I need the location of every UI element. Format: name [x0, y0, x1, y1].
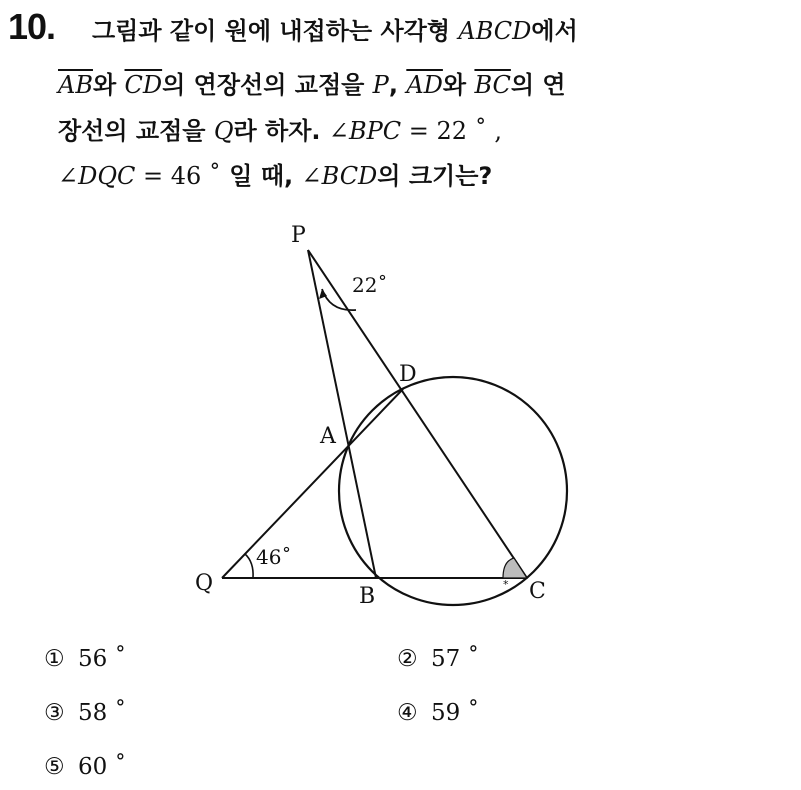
angle-mark-c: *: [503, 578, 509, 591]
choice-2-value: 57 ˚: [431, 646, 480, 672]
choice-1-value: 56 ˚: [78, 646, 127, 672]
label-q: Q: [195, 571, 214, 596]
choice-4-mark: ④: [397, 700, 418, 726]
math-value-22: = 22 ˚ ,: [401, 117, 502, 145]
math-value-46: = 46 ˚: [135, 162, 221, 190]
angle-label-22: 22˚: [352, 273, 388, 297]
math-point-p: P: [372, 71, 389, 99]
choice-5-mark: ⑤: [44, 754, 65, 780]
angle-arc-q: [245, 554, 253, 578]
question-text: 라 하자.: [233, 117, 329, 145]
math-angle-dqc: ∠DQC: [58, 162, 136, 190]
circumscribed-circle: [339, 377, 567, 605]
label-a: A: [320, 424, 336, 449]
segment-cd: $\overline{CD}$: [124, 71, 163, 99]
question-text: 의 크기는?: [377, 162, 493, 190]
question-number: 10.: [8, 6, 56, 47]
choice-3[interactable]: [44, 700, 126, 726]
choice-1[interactable]: [44, 646, 126, 672]
question-text: 장선의 교점을: [58, 117, 214, 145]
choice-2-mark: ②: [397, 646, 418, 672]
math-angle-bpc: ∠BPC: [328, 117, 402, 145]
line-pc: [308, 250, 527, 578]
question-text: 와: [442, 71, 475, 99]
choice-1-mark: ①: [44, 646, 65, 672]
angle-label-46: 46˚: [256, 545, 292, 569]
choice-4[interactable]: [397, 700, 479, 726]
question-text: 의 연장선의 교점을: [162, 71, 373, 99]
segment-ad: $\overline{AD}$: [406, 71, 443, 99]
line-qd: [222, 389, 403, 578]
question-text: ,: [388, 71, 407, 99]
label-c: C: [529, 579, 546, 604]
math-point-q: Q: [213, 117, 234, 145]
angle-arc-p: [322, 289, 356, 310]
choice-5[interactable]: [44, 754, 126, 780]
shaded-angle-c: [503, 558, 527, 578]
question-text: 와: [92, 71, 125, 99]
label-b: B: [359, 584, 376, 609]
choice-4-value: 59 ˚: [431, 700, 480, 726]
question-text: 에서: [531, 17, 578, 45]
segment-ab: $\overline{AB}$: [58, 71, 93, 99]
question-text: 의 연: [510, 71, 566, 99]
math-angle-bcd: ∠BCD: [301, 162, 378, 190]
question-text: 일 때,: [220, 162, 302, 190]
segment-bc: $\overline{BC}$: [474, 71, 511, 99]
choice-3-mark: ③: [44, 700, 65, 726]
label-d: D: [399, 362, 417, 387]
choice-2[interactable]: [397, 646, 479, 672]
math-quad: ABCD: [458, 17, 532, 45]
choice-5-value: 60 ˚: [78, 754, 127, 780]
label-p: P: [291, 223, 306, 248]
choice-3-value: 58 ˚: [78, 700, 127, 726]
question-text: 그림과 같이 원에 내접하는 사각형: [92, 17, 459, 45]
